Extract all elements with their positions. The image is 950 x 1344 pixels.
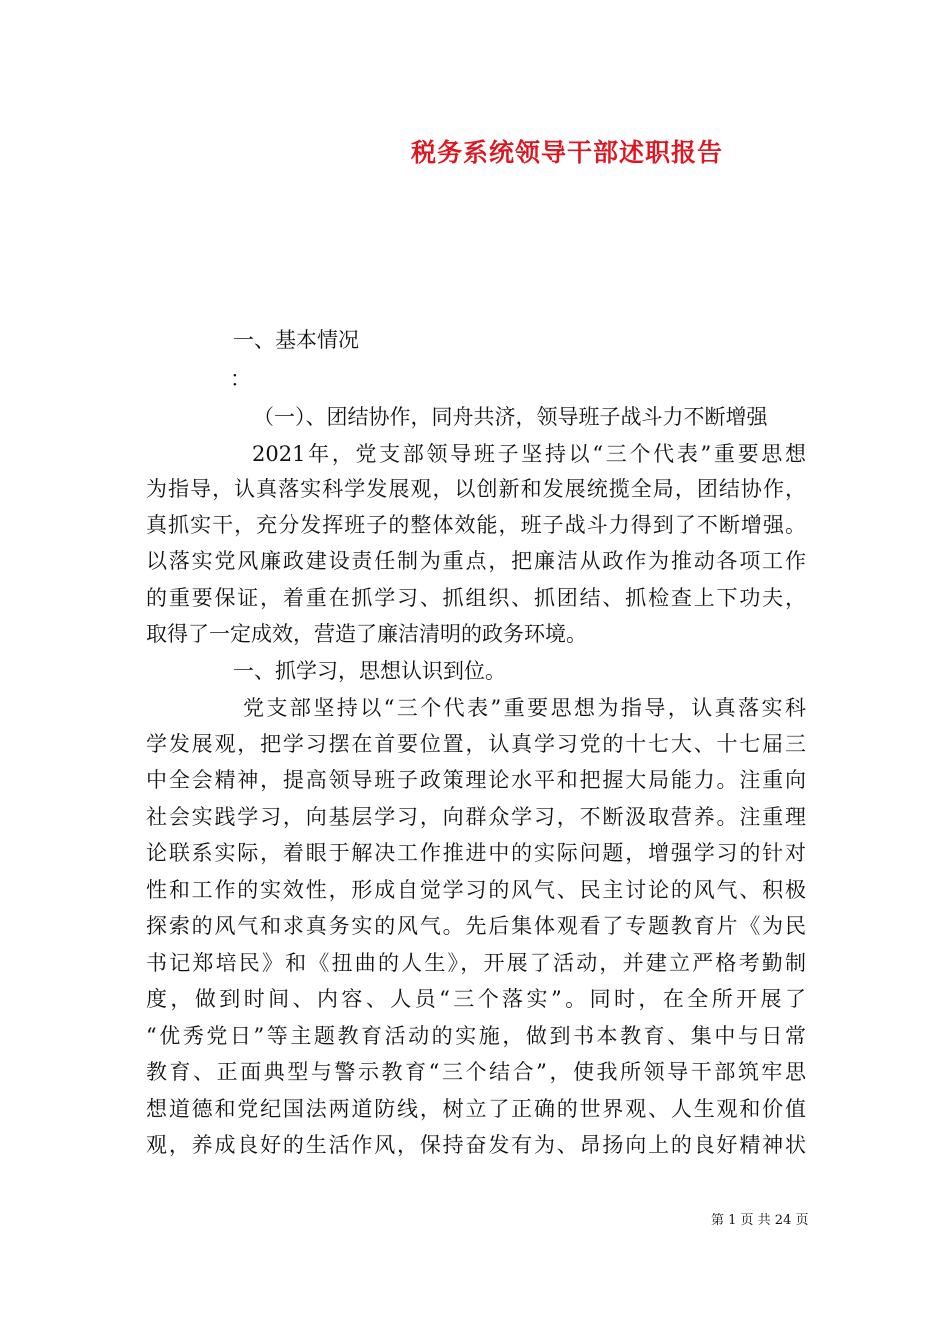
- paragraph-line: 书记郑培民》和《扭曲的人生》，开展了活动，并建立严格考勤制: [146, 951, 806, 975]
- section-heading: 一、基本情况: [233, 328, 359, 352]
- paragraph-line: 论联系实际，着眼于解决工作推进中的实际问题，增强学习的针对: [146, 841, 806, 865]
- subsection-heading: （一）、团结协作，同舟共济，领导班子战斗力不断增强: [253, 405, 768, 429]
- document-title: 税务系统领导干部述职报告: [411, 138, 724, 167]
- paragraph-line: 度，做到时间、内容、人员“三个落实”。同时，在全所开展了: [146, 987, 806, 1011]
- paragraph-line: 为指导，认真落实科学发展观，以创新和发展统揽全局，团结协作，: [146, 477, 806, 501]
- paragraph-line: 以落实党风廉政建设责任制为重点，把廉洁从政作为推动各项工作: [146, 549, 806, 573]
- paragraph-line: 中全会精神，提高领导班子政策理论水平和把握大局能力。注重向: [146, 768, 806, 792]
- paragraph-line: 党支部坚持以“三个代表”重要思想为指导，认真落实科: [243, 696, 806, 720]
- paragraph-line: 性和工作的实效性，形成自觉学习的风气、民主讨论的风气、积极: [146, 878, 806, 902]
- paragraph-line: 取得了一定成效，营造了廉洁清明的政务环境。: [146, 622, 587, 646]
- subsection-heading: 一、抓学习，思想认识到位。: [233, 659, 506, 683]
- paragraph-line: 真抓实干，充分发挥班子的整体效能，班子战斗力得到了不断增强。: [146, 513, 806, 537]
- paragraph-line: 2021年，党支部领导班子坚持以“三个代表”重要思想: [252, 442, 806, 466]
- paragraph-line: 想道德和党纪国法两道防线，树立了正确的世界观、人生观和价值: [146, 1097, 806, 1121]
- paragraph-line: 教育、正面典型与警示教育“三个结合”，使我所领导干部筑牢思: [146, 1060, 806, 1084]
- paragraph-line: 的重要保证，着重在抓学习、抓组织、抓团结、抓检查上下功夫，: [146, 586, 806, 610]
- paragraph-line: 社会实践学习，向基层学习，向群众学习，不断汲取营养。注重理: [146, 805, 806, 829]
- paragraph-line: 探索的风气和求真务实的风气。先后集体观看了专题教育片《为民: [146, 914, 806, 938]
- page-number-footer: 第 1 页 共 24 页: [711, 1213, 809, 1228]
- paragraph-line: 学发展观，把学习摆在首要位置，认真学习党的十七大、十七届三: [146, 732, 806, 756]
- colon-mark: ：: [230, 367, 251, 391]
- paragraph-line: “优秀党日”等主题教育活动的实施，做到书本教育、集中与日常: [146, 1024, 806, 1048]
- paragraph-line: 观，养成良好的生活作风，保持奋发有为、昂扬向上的良好精神状: [146, 1133, 806, 1157]
